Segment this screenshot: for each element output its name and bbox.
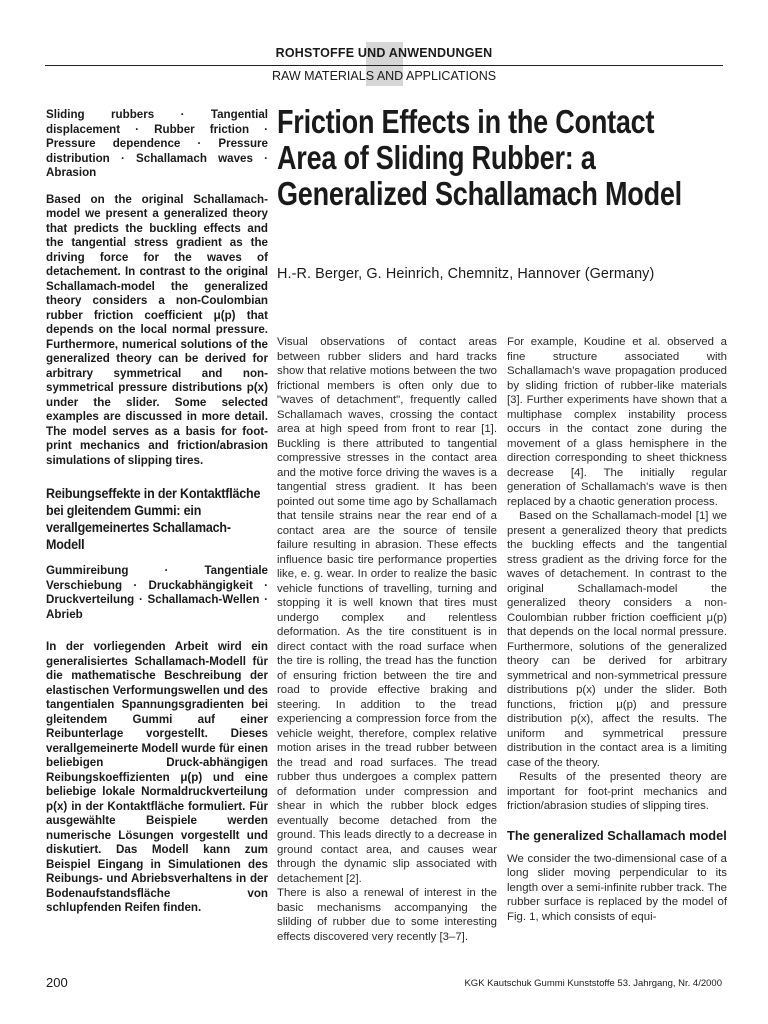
page-number: 200 <box>46 975 68 990</box>
keywords-english: Sliding rubbers · Tangential displacement · Rubber friction · Pressure dependence · Pressure distribution · Schallamach waves · Abrasion <box>46 108 268 179</box>
body-paragraph: There is also a renewal of interest in the basic mechanisms accompanying the slilding of rubber due to some interesting effects discovered very recently [3–7]. <box>277 887 497 943</box>
article-title: Friction Effects in the Contact Area of Sliding Rubber: a Generalized Schallamach Model <box>277 103 682 212</box>
body-paragraph: Results of the presented theory are important for foot-print mechanics and friction/abrasion studies of slipping tires. <box>507 771 727 812</box>
header-divider <box>45 65 723 66</box>
body-paragraph: Based on the Schallamach-model [1] we present a generalized theory that predicts the buckling effects and the tangential stress gradient as the driving force for the waves of detachement. In contrast to the original Schallamach-model the generalized theory considers a non-Coulombian rubber friction coefficient μ(p) that depends on the local normal pressure. Furthermore, solutions of the generalized theory can be derived for arbitrary symmetrical and non-symmetrical pressure distributions p(x) under the slider. Both functions, friction μ(p) and pressure distribution p(x), affect the results. The uniform and symmetrical pressure distribution in the contact area is a limiting case of the theory. <box>507 510 727 769</box>
body-column-1 <box>277 335 497 944</box>
body-paragraph: We consider the two-dimensional case of a long slider moving perpendicular to its length over a semi-infinite rubber track. The rubber surface is replaced by the model of Fig. 1, which consists of equi- <box>507 852 727 923</box>
section-heading: The generalized Schallamach model <box>507 827 727 843</box>
abstract-english: Based on the original Schallamach-model we present a generalized theory that predicts the buckling effects and the tangential stress gradient as the driving force for the waves of detachement. In contrast to the original Schallamach-model the generalized theory considers a non-Coulombian rubber friction coefficient μ(p) that depends on the local normal pressure. Furthermore, numerical solutions of the generalized theory can be derived for arbitrary symmetrical and non-symmetrical pressure distributions p(x) under the slider. Some selected examples are discussed in more detail. The model serves as a basis for foot-print mechanics and friction/abrasion simulations of slipping tires. <box>46 192 268 467</box>
body-paragraph: Visual observations of contact areas between rubber sliders and hard tracks show that relative motions between the two frictional members is often only due to "waves of detachment", frequently called Schallamach waves, crossing the contact area at high speed from front to rear [1]. Buckling is there attributed to tangential compressive stresses in the contact area and the motive force driving the waves is a tangential stress gradient. It has been pointed out some time ago by Schallamach that tensile strains near the rear end of a contact area are the source of tensile failure resulting in abrasion. These effects influence basic tire performance properties like, e. g. wear. In order to realize the basic vehicle functions of travelling, turning and stopping it is well known that tires must undergo complex and relentless deformation. As the tire constituent is in direct contact with the road surface when the tire is rolling, the tread has the function of ensuring friction between the tire and road to provide effective braking and steering. In addition to the tread experiencing a compression force from the vehicle weight, therefore, complex relative motion arises in the tread rubber between the tread and road surfaces. The tread rubber thus undergoes a complex pattern of deformation under compression and shear in which the rubber block edges eventually become detached from the ground. This leads directly to a decrease in ground contact area, and causes wear through the dynamic slip associated with detachement [2]. <box>277 336 497 885</box>
german-title: Reibungseffekte in der Kontaktfläche bei gleitendem Gummi: ein verallgemeinertes Schallamach-Modell <box>46 486 261 553</box>
sidebar-summary <box>46 108 268 916</box>
journal-citation: KGK Kautschuk Gummi Kunststoffe 53. Jahrgang, Nr. 4/2000 <box>464 978 722 989</box>
section-subtitle: RAW MATERIALS AND APPLICATIONS <box>271 69 497 83</box>
body-column-2 <box>507 335 727 924</box>
keywords-german: Gummireibung · Tangentiale Verschiebung · Druckabhängigkeit · Druckverteilung · Schallamach-Wellen · Abrieb <box>46 564 268 621</box>
section-title: ROHSTOFFE UND ANWENDUNGEN <box>275 46 493 60</box>
body-paragraph: For example, Koudine et al. observed a fine structure associated with Schallamach's wave propagation produced by sliding friction of rubber-like materials [3]. Further experiments have shown that a multiphase complex instability process occurs in the contact zone during the movement of a glass hemisphere in the direction corresponding to sheet thickness decrease [4]. The initially regular generation of Schallamach's wave is then replaced by a chaotic generation process. <box>507 336 727 508</box>
abstract-german: In der vorliegenden Arbeit wird ein generalisiertes Schallamach-Modell für die mathematische Beschreibung der elastischen Verformungswellen und des tangentialen Spannungsgradienten bei gleitendem Gummi auf einer Reibunterlage vorgestellt. Dieses verallgemeinerte Modell wurde für einen beliebigen Druck-abhängigen Reibungskoeffizienten μ(p) und eine beliebige lokale Normaldruckverteilung p(x) in der Kontaktfläche formuliert. Für ausgewählte Beispiele werden numerische Lösungen vorgestellt und diskutiert. Das Modell kann zum Beispiel Eingang in Simulationen des Reibungs- und Abriebsverhaltens in der Bodenaufstandsfläche von schlupfenden Reifen finden. <box>46 640 268 914</box>
article-authors: H.-R. Berger, G. Heinrich, Chemnitz, Hannover (Germany) <box>277 266 655 282</box>
